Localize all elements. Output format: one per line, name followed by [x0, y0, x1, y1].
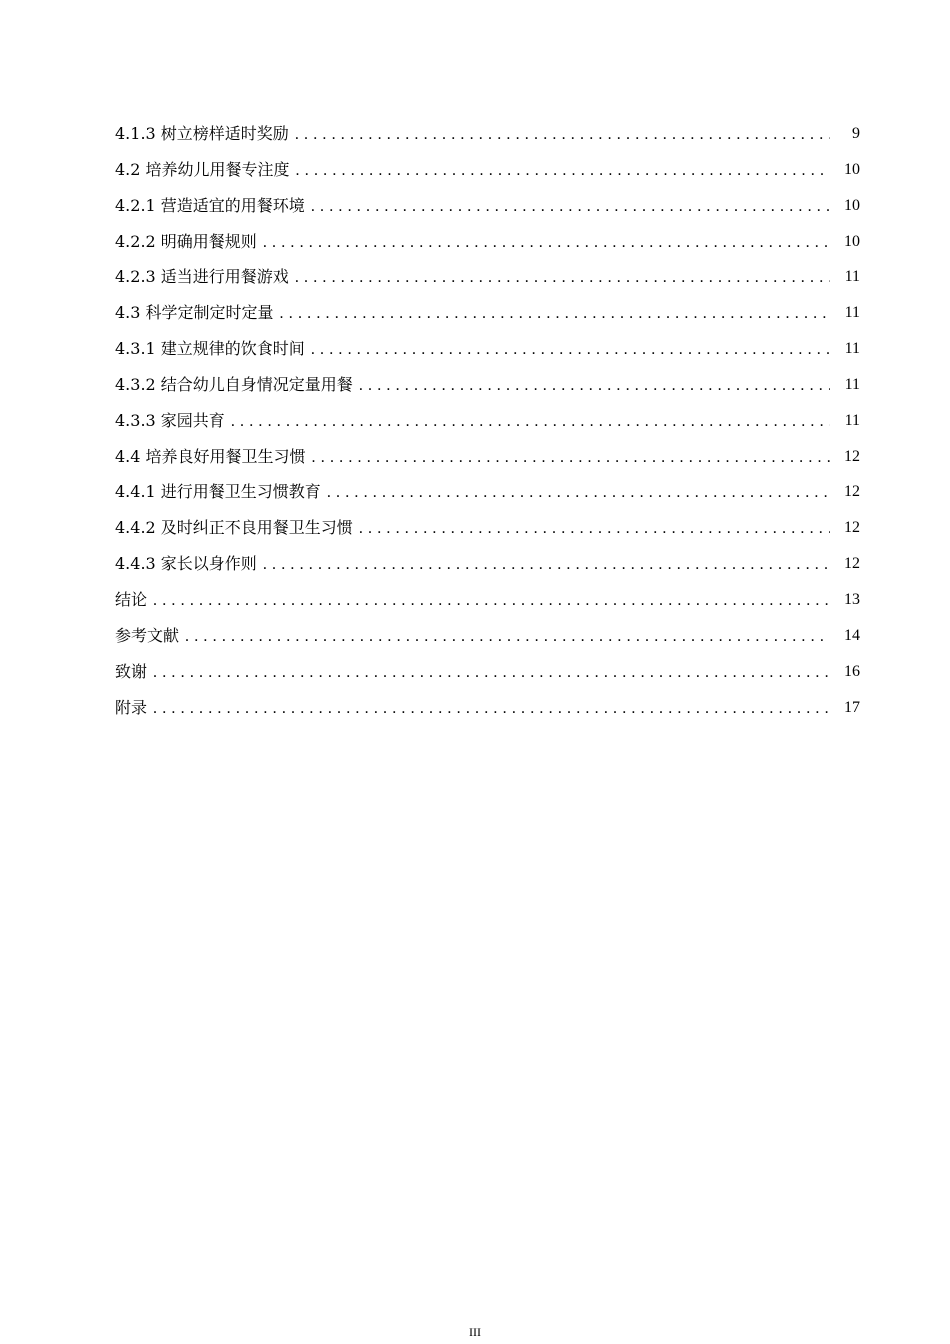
toc-leader-dots: [295, 116, 830, 152]
toc-entry[interactable]: [115, 259, 860, 295]
toc-leader-dots: [311, 331, 830, 367]
toc-entry-label: 4.1.3 树立榜样适时奖励: [115, 124, 289, 143]
toc-entry-label: 参考文献: [115, 625, 180, 645]
toc-leader-dots: [359, 367, 830, 403]
table-of-contents: [115, 116, 860, 725]
toc-entry[interactable]: [115, 690, 860, 726]
toc-entry[interactable]: [115, 654, 860, 690]
toc-entry-label: 4.4.3 家长以身作则: [115, 554, 257, 574]
toc-entry[interactable]: [115, 474, 860, 510]
toc-entry-label: 附录: [115, 697, 148, 717]
toc-entry[interactable]: [115, 582, 860, 618]
toc-entry[interactable]: [115, 439, 860, 475]
toc-entry-page: 14: [844, 626, 860, 644]
toc-entry[interactable]: [115, 331, 860, 367]
toc-leader-dots: [295, 259, 830, 295]
toc-entry[interactable]: [115, 116, 860, 152]
toc-entry[interactable]: [115, 546, 860, 582]
toc-entry-page: 10: [844, 232, 860, 250]
toc-entry-label: 4.4.1 进行用餐卫生习惯教育: [115, 482, 321, 502]
toc-leader-dots: [153, 654, 830, 690]
toc-entry-page: 12: [844, 519, 860, 537]
toc-entry-page: 11: [844, 304, 860, 322]
toc-entry[interactable]: [115, 367, 860, 403]
toc-leader-dots: [296, 152, 830, 188]
toc-entry-page: 10: [844, 160, 860, 178]
toc-entry-page: 10: [844, 196, 860, 214]
toc-entry-label: 4.3.1 建立规律的饮食时间: [115, 339, 305, 359]
toc-entry[interactable]: [115, 510, 860, 546]
toc-entry-page: 9: [852, 125, 860, 142]
toc-entry-page: 11: [844, 411, 860, 429]
toc-entry-label: 4.4 培养良好用餐卫生习惯: [115, 446, 306, 466]
toc-entry-page: 11: [844, 340, 860, 358]
toc-entry-label: 4.3.2 结合幼儿自身情况定量用餐: [115, 374, 353, 394]
toc-entry[interactable]: [115, 224, 860, 260]
toc-entry-label: 4.2.3 适当进行用餐游戏: [115, 267, 289, 287]
toc-entry-label: 结论: [115, 589, 148, 609]
toc-leader-dots: [263, 224, 830, 260]
toc-entry-page: 12: [844, 447, 860, 465]
toc-leader-dots: [312, 439, 830, 475]
page-number: III: [469, 1325, 481, 1339]
toc-entry[interactable]: [115, 152, 860, 188]
toc-leader-dots: [185, 618, 830, 654]
toc-entry-label: 4.3.3 家园共育: [115, 410, 225, 430]
toc-entry-label: 致谢: [115, 661, 148, 681]
toc-leader-dots: [231, 403, 830, 439]
toc-entry[interactable]: [115, 618, 860, 654]
toc-leader-dots: [153, 582, 830, 618]
toc-leader-dots: [153, 690, 830, 726]
toc-entry-page: 12: [844, 555, 860, 573]
toc-entry[interactable]: [115, 188, 860, 224]
toc-leader-dots: [280, 295, 830, 331]
toc-entry-label: 4.3 科学定制定时定量: [115, 303, 274, 323]
toc-entry-page: 17: [844, 698, 860, 716]
toc-entry[interactable]: [115, 295, 860, 331]
toc-entry[interactable]: [115, 403, 860, 439]
toc-entry-label: 4.2 培养幼儿用餐专注度: [115, 159, 290, 179]
toc-entry-label: 4.2.2 明确用餐规则: [115, 231, 257, 251]
toc-entry-page: 11: [844, 375, 860, 393]
toc-entry-label: 4.4.2 及时纠正不良用餐卫生习惯: [115, 518, 353, 538]
toc-leader-dots: [327, 474, 830, 510]
toc-entry-page: 16: [844, 662, 860, 680]
toc-entry-page: 12: [844, 483, 860, 501]
toc-leader-dots: [263, 546, 830, 582]
toc-entry-label: 4.2.1 营造适宜的用餐环境: [115, 195, 305, 215]
toc-entry-page: 13: [844, 590, 860, 608]
toc-leader-dots: [359, 510, 830, 546]
toc-leader-dots: [311, 188, 830, 224]
toc-entry-page: 11: [844, 268, 860, 286]
